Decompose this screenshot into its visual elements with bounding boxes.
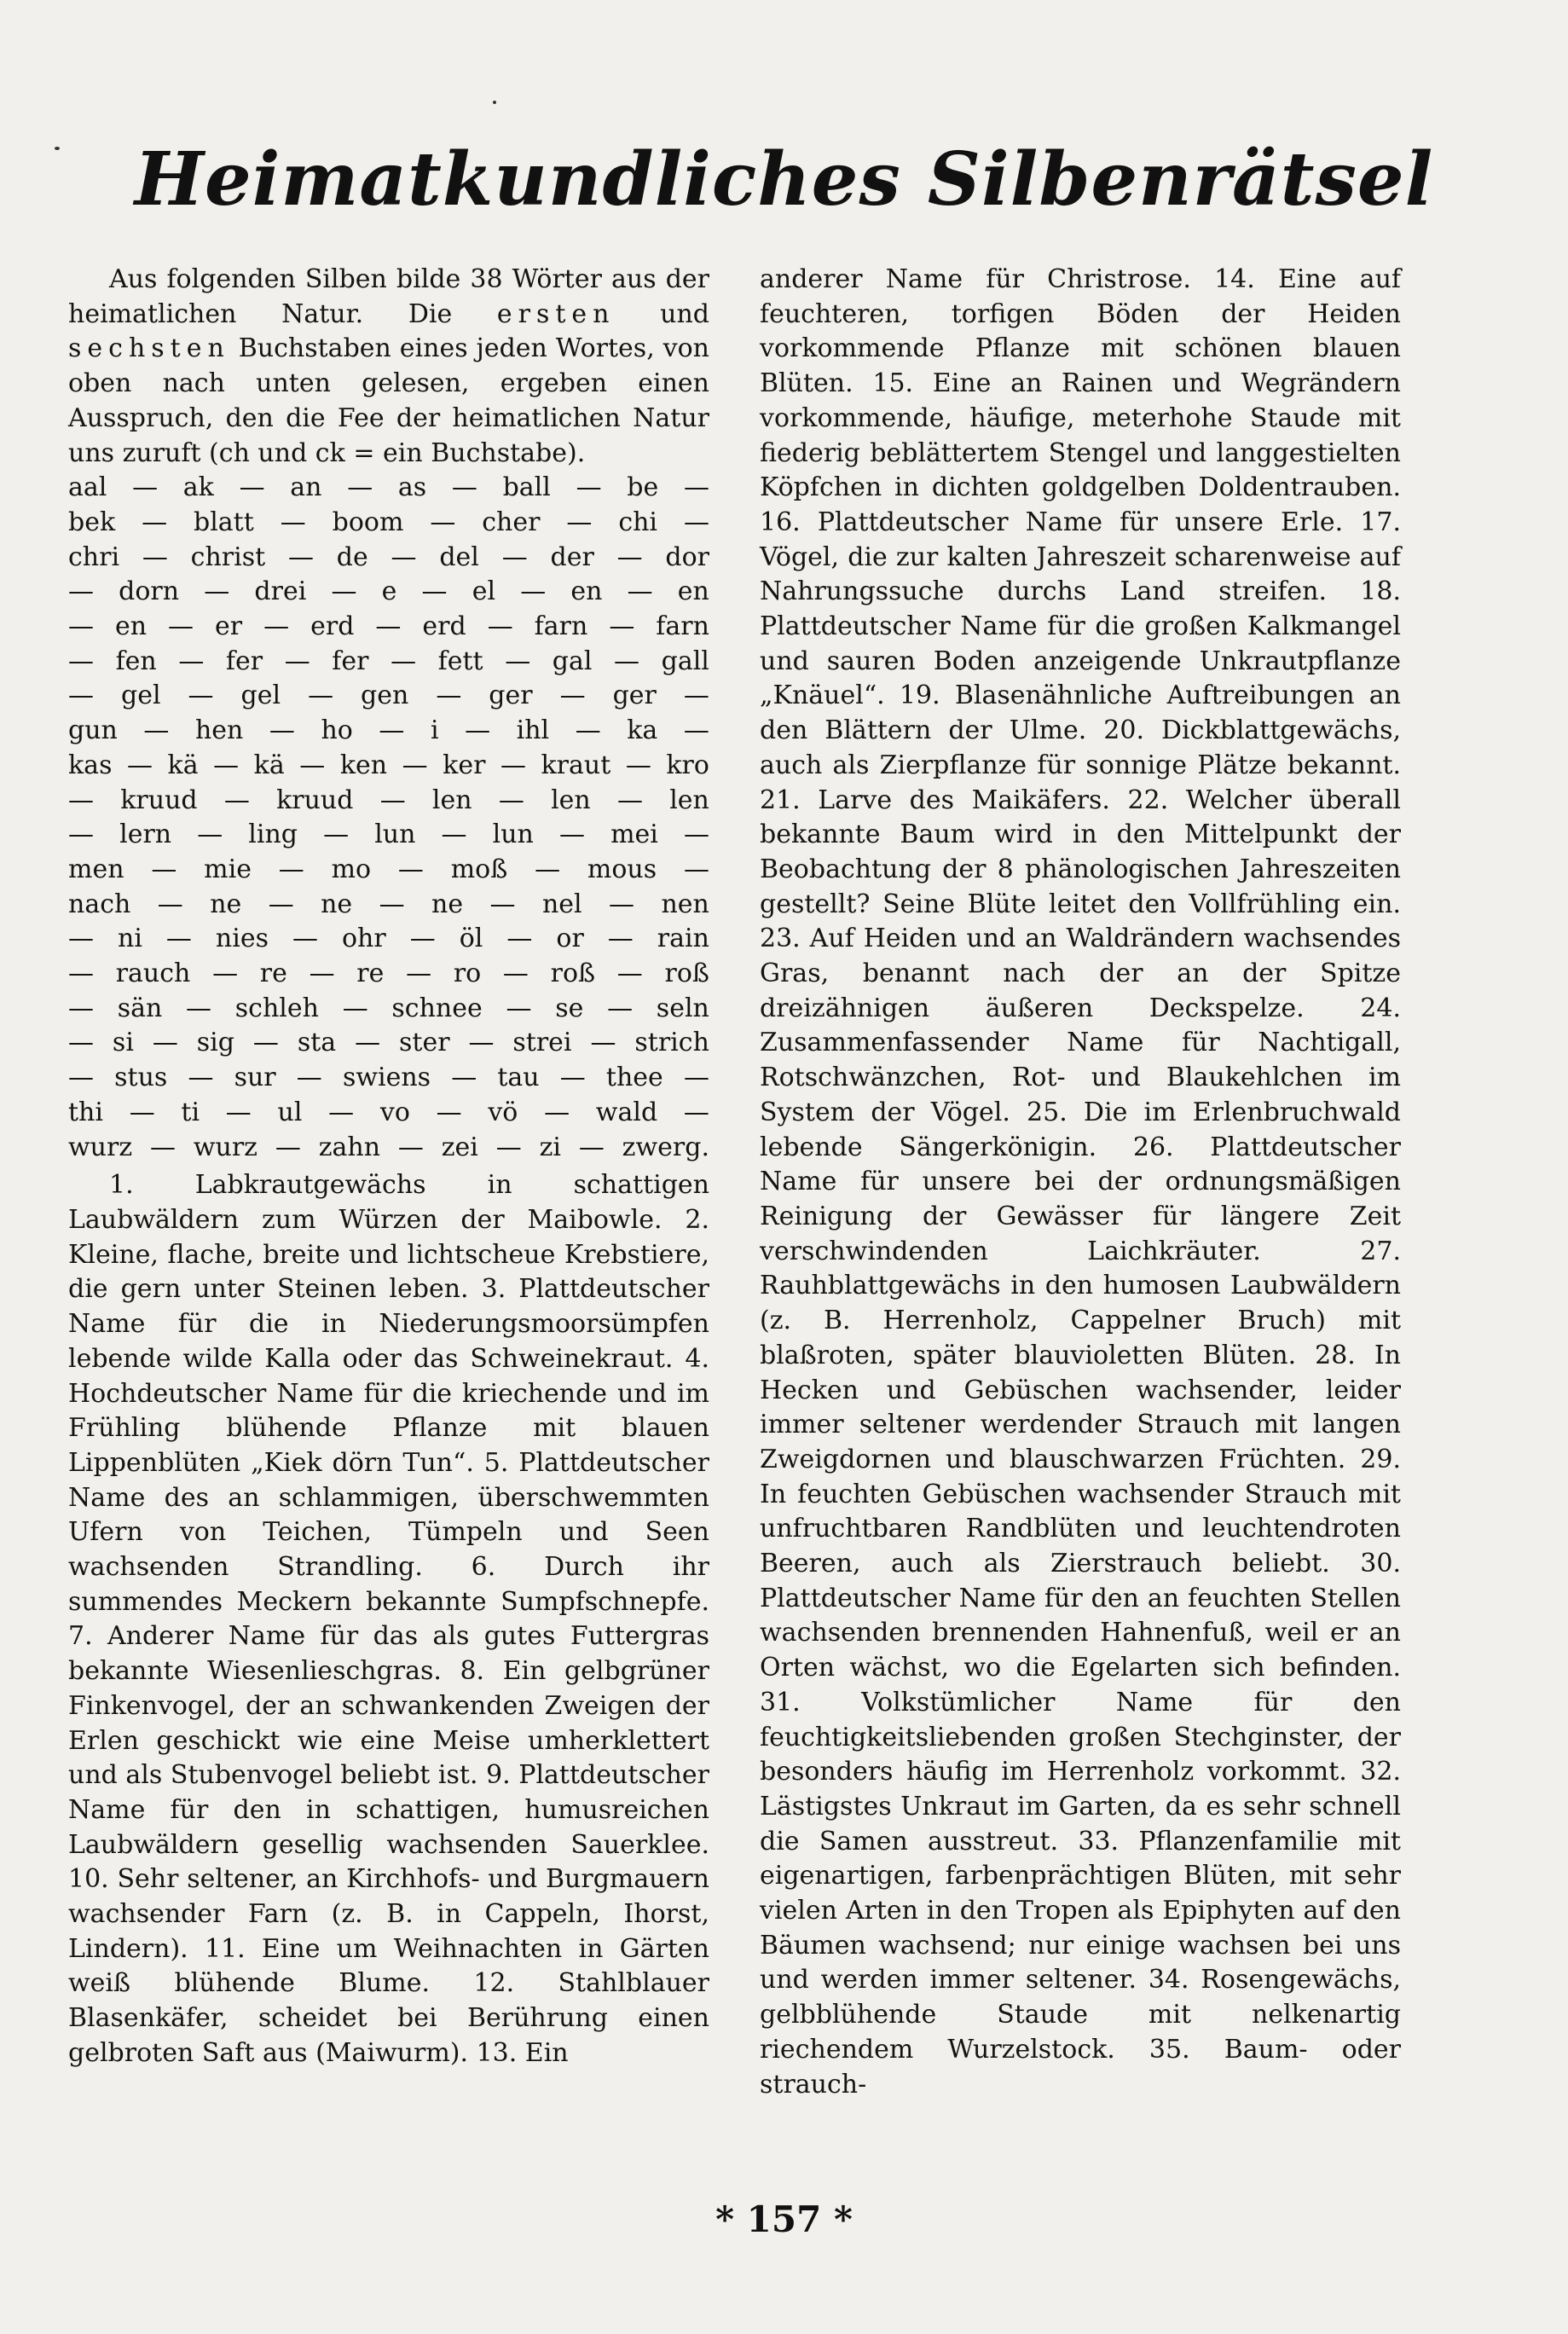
intro-emphasis-ersten: ersten	[496, 298, 616, 329]
syllable-token: rain	[657, 924, 709, 954]
syllable-token: —	[68, 646, 94, 676]
syllable-token: roß	[550, 959, 596, 989]
syllable-token: —	[157, 889, 183, 919]
syllable-token: farn	[656, 611, 709, 642]
syllable-token: —	[402, 750, 428, 780]
syllable-token: —	[239, 472, 265, 503]
syllable-token: —	[520, 576, 547, 607]
syllable-token: nach	[68, 889, 131, 919]
syllable-token: ken	[339, 750, 388, 780]
syllable-token: gal	[552, 646, 593, 676]
syllable-token: ker	[443, 750, 486, 780]
syllable-token: be	[627, 472, 659, 503]
syllable-token: —	[379, 889, 405, 919]
syllable-token: ihl	[516, 715, 550, 746]
syllable-token: ka	[627, 715, 658, 746]
print-speck	[55, 147, 60, 150]
syllable-token: aal	[68, 472, 107, 503]
syllable-token: ling	[248, 820, 298, 850]
syllable-token: —	[68, 1063, 94, 1093]
syllable-token: mie	[204, 854, 252, 884]
syllable-token: —	[142, 507, 168, 537]
syllable-token: tau	[497, 1063, 540, 1093]
syllable-line	[68, 784, 709, 819]
syllable-line	[68, 506, 709, 541]
syllable-token: —	[487, 611, 513, 642]
syllable-token: —	[576, 472, 602, 503]
syllable-token: ro	[453, 959, 482, 989]
syllable-line	[68, 749, 709, 784]
syllable-token: —	[263, 611, 290, 642]
syllable-token: —	[430, 507, 456, 537]
syllable-token: —	[331, 576, 357, 607]
syllable-token: —	[268, 889, 294, 919]
syllable-token: swiens	[342, 1063, 431, 1093]
syllable-token: zahn	[318, 1132, 381, 1162]
syllable-token: lern	[119, 820, 172, 850]
syllable-token: —	[683, 854, 709, 884]
syllable-token: erd	[310, 611, 355, 642]
syllable-token: —	[165, 924, 192, 954]
syllable-token: vö	[488, 1097, 518, 1127]
syllable-token: —	[127, 750, 153, 780]
syllable-token: —	[212, 959, 239, 989]
syllable-token: fer	[225, 646, 263, 676]
syllable-token: ul	[277, 1097, 303, 1127]
syllable-token: —	[614, 646, 640, 676]
syllable-token: —	[186, 993, 212, 1023]
syllable-token: el	[472, 576, 496, 607]
syllable-token: seln	[656, 993, 709, 1023]
syllable-token: bek	[68, 507, 116, 537]
syllable-token: kas	[68, 750, 113, 780]
syllable-token: sur	[234, 1063, 276, 1093]
syllable-token: —	[451, 1063, 477, 1093]
syllable-token: kä	[253, 750, 285, 780]
syllable-token: blatt	[193, 507, 254, 537]
syllable-token: —	[683, 507, 709, 537]
syllable-token: zei	[441, 1132, 478, 1162]
syllable-token: gun	[68, 715, 118, 746]
syllable-token: —	[269, 715, 295, 746]
syllable-token: —	[502, 959, 529, 989]
syllable-token: moß	[450, 854, 508, 884]
syllable-token: —	[280, 507, 306, 537]
syllable-token: —	[609, 889, 635, 919]
syllable-line	[68, 853, 709, 888]
syllable-list	[68, 471, 709, 1165]
syllable-token: —	[535, 854, 561, 884]
syllable-token: —	[616, 959, 643, 989]
syllable-token: —	[347, 472, 373, 503]
syllable-token: wald	[595, 1097, 658, 1127]
intro-text-1: Aus folgenden Silben bilde 38 Wörter aus der heimatlichen Natur. Die	[68, 264, 709, 329]
syllable-token: —	[68, 924, 94, 954]
syllable-token: —	[489, 889, 516, 919]
syllable-token: —	[379, 715, 405, 746]
syllable-token: er	[215, 611, 243, 642]
syllable-token: —	[421, 576, 448, 607]
syllable-token: fen	[115, 646, 157, 676]
syllable-token: se	[555, 993, 584, 1023]
syllable-token: —	[406, 959, 432, 989]
syllable-token: chi	[618, 507, 658, 537]
syllable-token: —	[188, 681, 214, 711]
syllable-token: —	[223, 785, 250, 815]
syllable-token: roß	[664, 959, 709, 989]
syllable-token: —	[683, 472, 709, 503]
syllable-token: de	[336, 542, 368, 572]
syllable-token: sig	[196, 1028, 234, 1058]
syllable-token: mous	[587, 854, 657, 884]
page-number: * 157 *	[715, 2198, 853, 2240]
syllable-token: del	[439, 542, 479, 572]
syllable-token: —	[68, 576, 94, 607]
syllable-line	[68, 679, 709, 714]
syllable-line	[68, 1096, 709, 1131]
syllable-token: wurz	[68, 1132, 133, 1162]
syllable-token: ohr	[342, 924, 386, 954]
syllable-token: —	[150, 1132, 176, 1162]
syllable-token: re	[259, 959, 287, 989]
syllable-token: nel	[541, 889, 582, 919]
syllable-token: christ	[190, 542, 266, 572]
clues-left: 1. Labkrautgewächs in schattigen Laubwäldern zum Würzen der Maibowle. 2. Kleine, flache, breite und lichtscheue Krebstiere, die gern unter Steinen leben. 3. Plattdeutscher Name für die in Niederungsmoorsümpfen lebende wilde Kalla oder das Schweinekraut. 4. Hochdeutscher Name für die kriechende und im Frühling blühende Pflanze mit blauen Lippenblüten „Kiek dörn Tun“. 5. Plattdeutscher Name des an schlammigen, überschwemmten Ufern von Teichen, Tümpeln und Seen wachsenden Strandling. 6. Durch ihr summendes Meckern bekannte Sumpfschnepfe. 7. Anderer Name für das als gutes Futtergras bekannte Wiesenlieschgras. 8. Ein gelbgrüner Finkenvogel, der an schwankenden Zweigen der Erlen geschickt wie eine Meise umherklettert und als Stubenvogel beliebt ist. 9. Plattdeutscher Name für den in schattigen, humusreichen Laubwäldern gesellig wachsenden Sauerklee. 10. Sehr seltener, an Kirchhofs- und Burgmauern wachsender Farn (z. B. in Cappeln, Ihorst, Lindern). 11. Eine um Weihnachten in Gärten weiß blühende Blume. 12. Stahlblauer Blasenkäfer, scheidet bei Berührung einen gelbroten Saft aus (Maiwurm). 13. Ein	[68, 1170, 709, 2068]
syllable-token: —	[627, 576, 653, 607]
syllable-token: ger	[489, 681, 533, 711]
syllable-line	[68, 471, 709, 506]
syllable-token: en	[677, 576, 709, 607]
syllable-token: kruud	[276, 785, 354, 815]
syllable-token: —	[129, 1097, 155, 1127]
syllable-token: —	[213, 750, 240, 780]
syllable-token: —	[68, 681, 94, 711]
syllable-token: —	[323, 820, 350, 850]
syllable-token: or	[556, 924, 584, 954]
syllable-token: —	[284, 646, 310, 676]
syllable-line	[68, 1026, 709, 1061]
syllable-token: hen	[194, 715, 244, 746]
syllable-token: —	[391, 646, 417, 676]
intro-text-3: Buchstaben eines jeden Wortes, von oben nach unten gelesen, ergeben einen Ausspruch, den die Fee der heimatlichen Natur uns zuruft (ch und ck = ein Buchstabe).	[68, 333, 709, 468]
syllable-token: dorn	[119, 576, 180, 607]
syllable-line	[68, 818, 709, 853]
syllable-token: ni	[118, 924, 142, 954]
syllable-token: —	[142, 542, 168, 572]
syllable-token: nies	[215, 924, 269, 954]
syllable-token: as	[397, 472, 427, 503]
syllable-token: fett	[437, 646, 483, 676]
syllable-token: strich	[634, 1028, 709, 1058]
syllable-token: farn	[534, 611, 588, 642]
syllable-token: —	[683, 1097, 709, 1127]
syllable-token: dor	[665, 542, 709, 572]
syllable-token: —	[204, 576, 230, 607]
syllable-token: —	[68, 1028, 94, 1058]
syllable-token: gen	[361, 681, 409, 711]
syllable-token: —	[225, 1097, 252, 1127]
syllable-token: —	[178, 646, 205, 676]
syllable-token: —	[188, 1063, 214, 1093]
syllable-token: —	[68, 820, 94, 850]
syllable-token: en	[114, 611, 148, 642]
syllable-token: —	[501, 542, 528, 572]
syllable-token: strei	[512, 1028, 572, 1058]
syllable-token: boom	[332, 507, 404, 537]
syllable-token: —	[436, 1097, 462, 1127]
syllable-token: chri	[68, 542, 120, 572]
syllable-token: —	[375, 611, 402, 642]
syllable-token: —	[575, 715, 601, 746]
syllable-token: —	[607, 993, 634, 1023]
syllable-token: —	[299, 750, 326, 780]
syllable-token: —	[68, 959, 94, 989]
syllable-line	[68, 957, 709, 992]
left-column	[68, 263, 709, 2071]
syllable-line	[68, 575, 709, 610]
syllable-token: —	[168, 611, 194, 642]
syllable-token: erd	[422, 611, 466, 642]
syllable-token: —	[436, 681, 462, 711]
clues-right: anderer Name für Christrose. 14. Eine auf feuchteren, torfigen Böden der Heiden vorkommende Pflanze mit schönen blauen Blüten. 15. Eine an Rainen und Wegrändern vorkommende, häufige, meterhohe Staude mit fiederig beblättertem Stengel und langgestielten Köpfchen in dichten goldgelben Doldentrauben. 16. Plattdeutscher Name für unsere Erle. 17. Vögel, die zur kalten Jahreszeit scharenweise auf Nahrungssuche durchs Land streifen. 18. Plattdeutscher Name für die großen Kalkmangel und sauren Boden anzeigende Unkrautpflanze „Knäuel“. 19. Blasenähnliche Auftreibungen an den Blättern der Ulme. 20. Dickblattgewächs, auch als Zierpflanze für sonnige Plätze bekannt. 21. Larve des Maikäfers. 22. Welcher überall bekannte Baum wird in den Mittelpunkt der Beobachtung der 8 phänologischen Jahreszeiten gestellt? Seine Blüte leitet den Vollfrühling ein. 23. Auf Heiden und an Waldrändern wachsendes Gras, benannt nach der an der Spitze dreizähnigen äußeren Deckspelze. 24. Zusammenfassender Name für Nachtigall, Rotschwänzchen, Rot- und Blaukehlchen im System der Vögel. 25. Die im Erlenbruchwald lebende Sängerkönigin. 26. Plattdeutscher Name für unsere bei der ordnungsmäßigen Reinigung der Gewässer für längere Zeit verschwindenden Laichkräuter. 27. Rauhblattgewächs in den humosen Laubwäldern (z. B. Herrenholz, Cappelner Bruch) mit blaßroten, später blauvioletten Blüten. 28. In Hecken und Gebüschen wachsender, leider immer seltener werdender Strauch mit langen Zweigdornen und blauschwarzen Früchten. 29. In feuchten Gebüschen wachsender Strauch mit unfruchtbaren Randblüten und leuchtendroten Beeren, auch als Zierstrauch beliebt. 30. Plattdeutscher Name für den an feuchten Stellen wachsenden brennenden Hahnenfuß, weil er an Orten wächst, wo die Egelarten sich befinden. 31. Volkstümlicher Name für den feuchtigkeitsliebenden großen Stechginster, der besonders häufig im Herrenholz vorkommt. 32. Lästigstes Unkraut im Garten, da es sehr schnell die Samen ausstreut. 33. Pflanzenfamilie mit eigenartigen, farbenprächtigen Blüten, mit sehr vielen Arten in den Tropen als Epiphyten auf den Bäumen wachsend; nur einige wachsen bei uns und werden immer seltener. 34. Rosengewächs, gelbblühende Staude mit nelkenartig riechendem Wurzelstock. 35. Baum- oder strauch-	[760, 264, 1401, 2099]
syllable-token: thee	[605, 1063, 663, 1093]
syllable-token: —	[409, 924, 436, 954]
syllable-line	[68, 922, 709, 957]
syllable-token: —	[309, 959, 335, 989]
syllable-line	[68, 1131, 709, 1166]
syllable-token: —	[68, 611, 94, 642]
syllable-token: en	[570, 576, 603, 607]
syllable-token: drei	[254, 576, 307, 607]
syllable-line	[68, 992, 709, 1027]
syllable-token: kä	[167, 750, 199, 780]
syllable-token: len	[669, 785, 709, 815]
syllable-token: —	[616, 542, 643, 572]
syllable-token: —	[683, 681, 709, 711]
syllable-token: an	[290, 472, 322, 503]
syllable-token: kro	[666, 750, 709, 780]
syllable-token: —	[609, 611, 635, 642]
syllable-token: —	[152, 1028, 178, 1058]
syllable-token: —	[451, 472, 477, 503]
syllable-token: thi	[68, 1097, 103, 1127]
syllable-token: —	[197, 820, 223, 850]
syllable-token: ball	[502, 472, 551, 503]
syllable-token: i	[430, 715, 439, 746]
syllable-token: —	[505, 646, 531, 676]
intro-emphasis-sechsten: sechsten	[68, 333, 230, 364]
syllable-token: —	[441, 820, 467, 850]
syllable-token: —	[495, 1132, 522, 1162]
syllable-token: ne	[431, 889, 464, 919]
syllable-token: sta	[297, 1028, 337, 1058]
syllable-token: gel	[120, 681, 161, 711]
syllable-token: —	[506, 924, 533, 954]
syllable-token: —	[379, 785, 406, 815]
print-speck	[493, 101, 496, 104]
syllable-token: lun	[492, 820, 534, 850]
syllable-line	[68, 714, 709, 749]
syllable-token: re	[356, 959, 385, 989]
syllable-token: wurz	[193, 1132, 257, 1162]
syllable-token: zi	[539, 1132, 561, 1162]
syllable-token: —	[252, 1028, 279, 1058]
syllable-token: rauch	[115, 959, 191, 989]
syllable-token: kraut	[541, 750, 611, 780]
syllable-token: schleh	[234, 993, 319, 1023]
syllable-line	[68, 541, 709, 576]
syllable-token: men	[68, 854, 124, 884]
intro-paragraph	[68, 263, 709, 471]
syllable-token: len	[431, 785, 472, 815]
syllable-token: —	[151, 854, 177, 884]
syllable-token: schnee	[391, 993, 483, 1023]
syllable-line	[68, 888, 709, 923]
syllable-token: vo	[379, 1097, 410, 1127]
syllable-token: —	[566, 507, 593, 537]
syllable-token: —	[132, 472, 159, 503]
syllable-token: —	[578, 1132, 605, 1162]
syllable-token: —	[355, 1028, 381, 1058]
syllable-token: ak	[182, 472, 214, 503]
syllable-token: —	[342, 993, 368, 1023]
syllable-token: —	[607, 924, 634, 954]
syllable-token: —	[278, 854, 304, 884]
syllable-token: —	[498, 785, 524, 815]
syllable-token: —	[683, 820, 709, 850]
syllable-line	[68, 1061, 709, 1096]
page-title: Heimatkundliches Silbenrätsel	[134, 136, 1434, 223]
syllable-token: len	[551, 785, 591, 815]
syllable-token: ger	[612, 681, 657, 711]
syllable-token: fer	[332, 646, 369, 676]
syllable-token: —	[68, 785, 94, 815]
syllable-token: —	[559, 681, 586, 711]
syllable-token: —	[296, 1063, 322, 1093]
syllable-token: gel	[240, 681, 281, 711]
syllable-token: mo	[331, 854, 372, 884]
syllable-token: ster	[399, 1028, 450, 1058]
syllable-line	[68, 645, 709, 680]
syllable-token: lun	[374, 820, 416, 850]
syllable-token: —	[292, 924, 318, 954]
syllable-token: —	[391, 542, 417, 572]
syllable-token: —	[328, 1097, 355, 1127]
syllable-token: cher	[482, 507, 541, 537]
syllable-token: sän	[117, 993, 163, 1023]
syllable-token: —	[506, 993, 532, 1023]
syllable-token: nen	[661, 889, 709, 919]
syllable-token: ne	[210, 889, 242, 919]
syllable-token: —	[683, 1063, 709, 1093]
syllable-token: stus	[114, 1063, 168, 1093]
syllable-token: —	[500, 750, 526, 780]
syllable-token: zwerg.	[622, 1132, 709, 1162]
syllable-token: —	[590, 1028, 616, 1058]
syllable-token: ti	[181, 1097, 200, 1127]
syllable-token: —	[559, 1063, 586, 1093]
syllable-token: —	[544, 1097, 570, 1127]
syllable-token: —	[287, 542, 314, 572]
syllable-token: mei	[610, 820, 658, 850]
syllable-token: gall	[661, 646, 709, 676]
intro-text-2: und	[615, 298, 709, 329]
syllable-token: —	[625, 750, 651, 780]
syllable-token: —	[616, 785, 643, 815]
syllable-token: —	[558, 820, 585, 850]
syllable-token: —	[308, 681, 334, 711]
right-column	[760, 263, 1401, 2102]
syllable-token: kruud	[120, 785, 198, 815]
syllable-token: —	[397, 1132, 424, 1162]
syllable-token: si	[112, 1028, 134, 1058]
syllable-token: der	[550, 542, 594, 572]
syllable-token: —	[468, 1028, 495, 1058]
syllable-token: —	[465, 715, 491, 746]
syllable-token: öl	[459, 924, 483, 954]
syllable-token: —	[683, 715, 709, 746]
syllable-token: ne	[321, 889, 353, 919]
syllable-token: ho	[321, 715, 353, 746]
syllable-token: —	[397, 854, 424, 884]
syllable-line	[68, 610, 709, 645]
syllable-token: —	[68, 993, 94, 1023]
syllable-token: —	[275, 1132, 301, 1162]
syllable-token: —	[143, 715, 170, 746]
syllable-token: e	[381, 576, 397, 607]
